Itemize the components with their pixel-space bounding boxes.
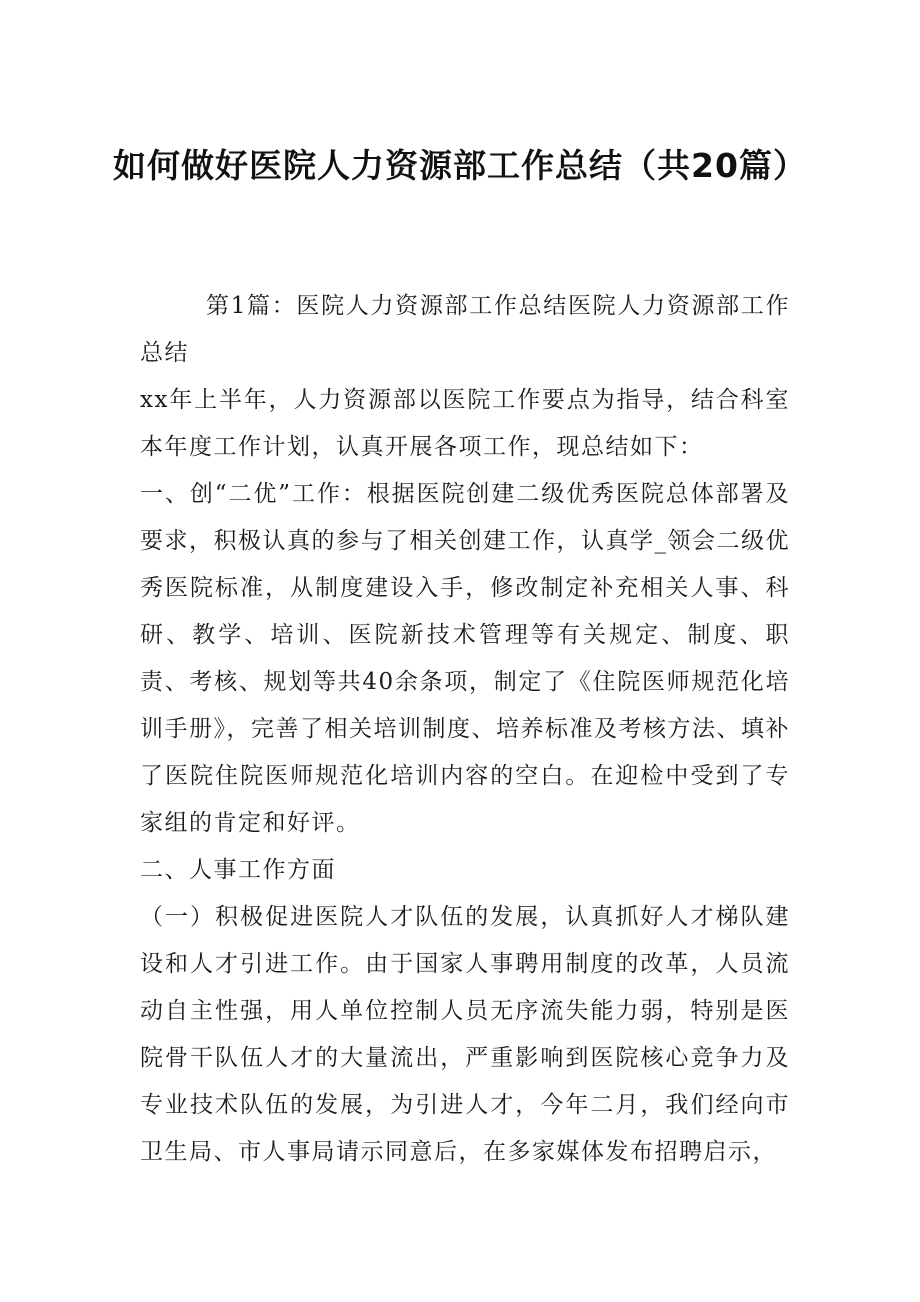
subsection-one-paragraph: （一）积极促进医院人才队伍的发展，认真抓好人才梯队建设和人才引进工作。由于国家人事聘用制度的改革，人员流动自主性强，用人单位控制人员无序流失能力弱，特别是医院骨干队伍人才的大量流出，严重影响到医院核心竞争力及专业技术队伍的发展，为引进人才，今年二月，我们经向市卫生局、市人事局请示同意后，在多家媒体发布招聘启示， (140, 904, 790, 1165)
section-heading-paragraph: 第1篇：医院人力资源部工作总结医院人力资源部工作总结 (140, 293, 790, 366)
document-title: 如何做好医院人力资源部工作总结（共20篇） (113, 146, 807, 185)
intro-paragraph: xx年上半年，人力资源部以医院工作要点为指导，结合科室本年度工作计划，认真开展各项工作，现总结如下： (140, 387, 790, 460)
section-one-paragraph: 一、创“二优”工作：根据医院创建二级优秀医院总体部署及要求，积极认真的参与了相关创建工作，认真学_领会二级优秀医院标准，从制度建设入手，修改制定补充相关人事、科研、教学、培训、医院新技术管理等有关规定、制度、职责、考核、规划等共40余条项，制定了《住院医师规范化培训手册》，完善了相关培训制度、培养标准及考核方法、填补了医院住院医师规范化培训内容的空白。在迎检中受到了专家组的肯定和好评。 (140, 481, 790, 836)
section-two-heading: 二、人事工作方面 (140, 857, 336, 883)
document-body (140, 283, 790, 1176)
